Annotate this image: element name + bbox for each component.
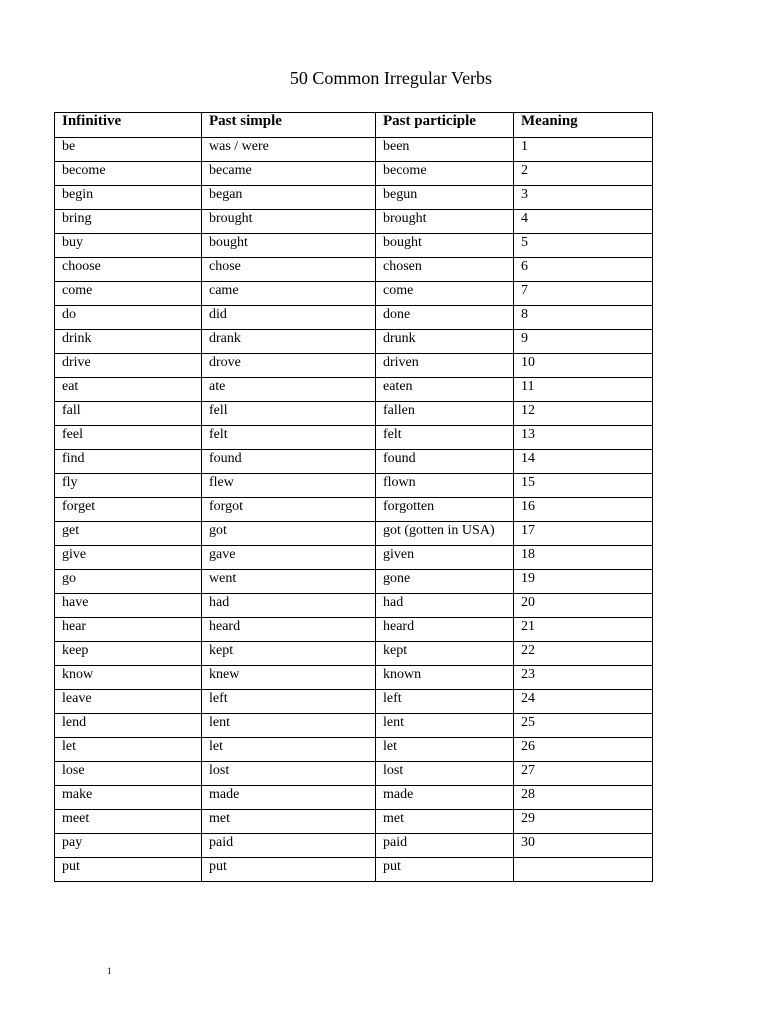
cell-meaning: 22 [514, 642, 653, 666]
cell-meaning: 2 [514, 162, 653, 186]
cell-past-participle: been [376, 138, 514, 162]
cell-past-participle: chosen [376, 258, 514, 282]
cell-meaning: 27 [514, 762, 653, 786]
cell-infinitive: fly [55, 474, 202, 498]
cell-past-participle: become [376, 162, 514, 186]
table-row [55, 546, 653, 570]
cell-infinitive: do [55, 306, 202, 330]
cell-past-simple: brought [202, 210, 376, 234]
table-row [55, 834, 653, 858]
table-row [55, 714, 653, 738]
cell-infinitive: buy [55, 234, 202, 258]
cell-past-simple: came [202, 282, 376, 306]
cell-past-simple: chose [202, 258, 376, 282]
cell-meaning: 5 [514, 234, 653, 258]
cell-infinitive: feel [55, 426, 202, 450]
cell-past-participle: done [376, 306, 514, 330]
cell-past-participle: forgotten [376, 498, 514, 522]
cell-past-participle: let [376, 738, 514, 762]
table-row [55, 258, 653, 282]
cell-infinitive: bring [55, 210, 202, 234]
cell-past-simple: ate [202, 378, 376, 402]
cell-past-participle: got (gotten in USA) [376, 522, 514, 546]
cell-infinitive: put [55, 858, 202, 882]
table-row [55, 330, 653, 354]
cell-meaning: 8 [514, 306, 653, 330]
cell-past-simple: made [202, 786, 376, 810]
cell-meaning: 12 [514, 402, 653, 426]
cell-meaning: 25 [514, 714, 653, 738]
cell-meaning: 11 [514, 378, 653, 402]
cell-infinitive: drink [55, 330, 202, 354]
cell-past-participle: known [376, 666, 514, 690]
table-row [55, 738, 653, 762]
table-row [55, 234, 653, 258]
cell-past-simple: knew [202, 666, 376, 690]
cell-past-simple: went [202, 570, 376, 594]
cell-infinitive: know [55, 666, 202, 690]
cell-past-simple: flew [202, 474, 376, 498]
cell-infinitive: let [55, 738, 202, 762]
cell-infinitive: hear [55, 618, 202, 642]
document-title: 50 Common Irregular Verbs [289, 68, 493, 88]
table-row [55, 402, 653, 426]
header-infinitive: Infinitive [55, 113, 202, 138]
cell-past-participle: driven [376, 354, 514, 378]
header-past-participle: Past participle [376, 113, 514, 138]
cell-meaning: 20 [514, 594, 653, 618]
table-row [55, 282, 653, 306]
cell-past-simple: heard [202, 618, 376, 642]
table-row [55, 666, 653, 690]
cell-past-participle: come [376, 282, 514, 306]
cell-infinitive: come [55, 282, 202, 306]
cell-infinitive: fall [55, 402, 202, 426]
cell-meaning: 26 [514, 738, 653, 762]
cell-infinitive: go [55, 570, 202, 594]
cell-meaning: 1 [514, 138, 653, 162]
cell-meaning: 17 [514, 522, 653, 546]
table-row [55, 642, 653, 666]
table-row [55, 570, 653, 594]
cell-past-simple: felt [202, 426, 376, 450]
cell-meaning: 28 [514, 786, 653, 810]
cell-infinitive: forget [55, 498, 202, 522]
cell-past-simple: put [202, 858, 376, 882]
table-row [55, 762, 653, 786]
cell-meaning: 3 [514, 186, 653, 210]
cell-meaning: 9 [514, 330, 653, 354]
table-row [55, 378, 653, 402]
cell-past-participle: left [376, 690, 514, 714]
table-row [55, 618, 653, 642]
cell-past-simple: fell [202, 402, 376, 426]
cell-meaning: 14 [514, 450, 653, 474]
cell-past-simple: lent [202, 714, 376, 738]
table-row [55, 498, 653, 522]
cell-past-simple: got [202, 522, 376, 546]
table-row [55, 186, 653, 210]
table-row [55, 474, 653, 498]
cell-infinitive: choose [55, 258, 202, 282]
cell-past-participle: found [376, 450, 514, 474]
cell-infinitive: find [55, 450, 202, 474]
cell-meaning: 4 [514, 210, 653, 234]
cell-infinitive: begin [55, 186, 202, 210]
cell-past-participle: drunk [376, 330, 514, 354]
cell-past-participle: had [376, 594, 514, 618]
page-number: 1 [107, 966, 112, 976]
cell-infinitive: have [55, 594, 202, 618]
cell-past-participle: begun [376, 186, 514, 210]
cell-past-participle: eaten [376, 378, 514, 402]
cell-meaning: 15 [514, 474, 653, 498]
cell-meaning: 16 [514, 498, 653, 522]
table-row [55, 690, 653, 714]
table-row [55, 138, 653, 162]
cell-past-participle: bought [376, 234, 514, 258]
cell-past-participle: made [376, 786, 514, 810]
cell-past-simple: lost [202, 762, 376, 786]
table-row [55, 306, 653, 330]
table-row [55, 594, 653, 618]
cell-past-simple: forgot [202, 498, 376, 522]
cell-past-simple: became [202, 162, 376, 186]
cell-past-simple: found [202, 450, 376, 474]
cell-past-simple: did [202, 306, 376, 330]
cell-past-simple: gave [202, 546, 376, 570]
cell-meaning: 6 [514, 258, 653, 282]
cell-past-simple: left [202, 690, 376, 714]
cell-infinitive: leave [55, 690, 202, 714]
cell-past-simple: let [202, 738, 376, 762]
cell-infinitive: drive [55, 354, 202, 378]
table-row [55, 786, 653, 810]
cell-meaning: 10 [514, 354, 653, 378]
header-past-simple: Past simple [202, 113, 376, 138]
cell-meaning: 30 [514, 834, 653, 858]
table-row [55, 810, 653, 834]
cell-infinitive: keep [55, 642, 202, 666]
cell-infinitive: be [55, 138, 202, 162]
cell-meaning: 7 [514, 282, 653, 306]
cell-meaning: 24 [514, 690, 653, 714]
cell-past-participle: met [376, 810, 514, 834]
cell-infinitive: lend [55, 714, 202, 738]
cell-meaning: 23 [514, 666, 653, 690]
cell-infinitive: make [55, 786, 202, 810]
cell-past-participle: lost [376, 762, 514, 786]
cell-past-participle: flown [376, 474, 514, 498]
irregular-verbs-table [54, 112, 653, 882]
cell-infinitive: lose [55, 762, 202, 786]
cell-meaning: 13 [514, 426, 653, 450]
cell-past-simple: bought [202, 234, 376, 258]
table-row [55, 522, 653, 546]
cell-infinitive: pay [55, 834, 202, 858]
table-row [55, 354, 653, 378]
cell-past-simple: began [202, 186, 376, 210]
cell-infinitive: become [55, 162, 202, 186]
cell-past-participle: paid [376, 834, 514, 858]
table-row [55, 210, 653, 234]
table-row [55, 450, 653, 474]
cell-past-participle: gone [376, 570, 514, 594]
cell-infinitive: give [55, 546, 202, 570]
cell-past-participle: brought [376, 210, 514, 234]
cell-meaning: 19 [514, 570, 653, 594]
cell-past-participle: lent [376, 714, 514, 738]
header-meaning: Meaning [514, 113, 653, 138]
cell-past-participle: heard [376, 618, 514, 642]
cell-past-participle: felt [376, 426, 514, 450]
cell-past-participle: fallen [376, 402, 514, 426]
cell-past-simple: kept [202, 642, 376, 666]
cell-past-simple: drove [202, 354, 376, 378]
cell-meaning: 29 [514, 810, 653, 834]
cell-past-simple: drank [202, 330, 376, 354]
cell-infinitive: eat [55, 378, 202, 402]
table-row [55, 858, 653, 882]
cell-infinitive: meet [55, 810, 202, 834]
cell-past-participle: kept [376, 642, 514, 666]
cell-past-participle: put [376, 858, 514, 882]
table-row [55, 162, 653, 186]
table-row [55, 426, 653, 450]
cell-past-simple: met [202, 810, 376, 834]
cell-infinitive: get [55, 522, 202, 546]
cell-meaning [514, 858, 653, 882]
table-header-row [55, 113, 653, 138]
cell-past-simple: was / were [202, 138, 376, 162]
cell-meaning: 21 [514, 618, 653, 642]
cell-past-simple: paid [202, 834, 376, 858]
cell-meaning: 18 [514, 546, 653, 570]
cell-past-participle: given [376, 546, 514, 570]
cell-past-simple: had [202, 594, 376, 618]
